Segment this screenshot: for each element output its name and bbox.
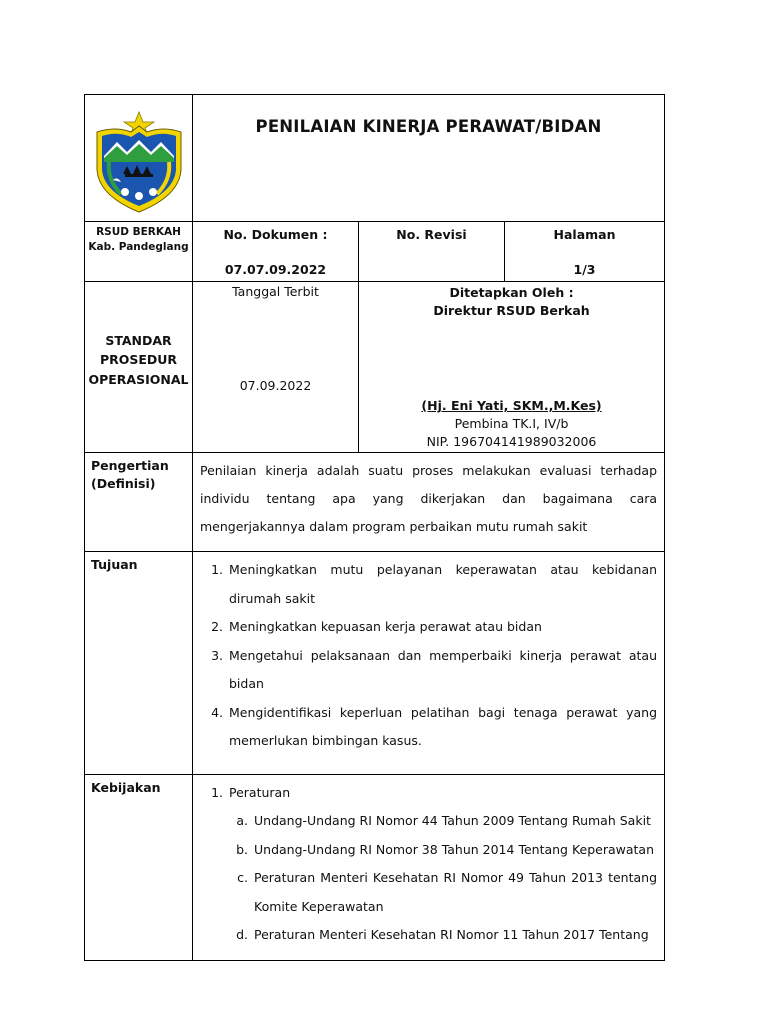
hospital-name: RSUD BERKAH xyxy=(96,226,181,238)
tujuan-list xyxy=(200,556,657,756)
tanggal-terbit-label: Tanggal Terbit xyxy=(232,284,319,299)
ditetapkan-label: Ditetapkan Oleh : xyxy=(449,285,574,300)
sop-label-line2: PROSEDUR xyxy=(99,352,178,368)
kebijakan-label-cell xyxy=(85,774,193,960)
document-title: PENILAIAN KINERJA PERAWAT/BIDAN xyxy=(255,117,602,136)
list-item: 4. Mengidentifikasi keperluan pelatihan bagi tenaga perawat yang memerlukan bimbingan kasus. xyxy=(227,699,657,756)
list-item: d. Peraturan Menteri Kesehatan RI Nomor 11 Tahun 2017 Tentang xyxy=(252,921,657,950)
tanggal-terbit-value: 07.09.2022 xyxy=(239,378,312,393)
halaman-cell xyxy=(505,222,665,282)
logo-cell xyxy=(85,95,193,222)
pengertian-content-cell xyxy=(193,453,665,552)
no-revisi-label: No. Revisi xyxy=(396,227,467,242)
no-dokumen-value: 07.07.09.2022 xyxy=(224,261,327,277)
kebijakan-content-cell xyxy=(193,774,665,960)
sop-label-cell xyxy=(85,282,193,453)
hospital-cell xyxy=(85,222,193,282)
kebijakan-label: Kebijakan xyxy=(91,779,161,795)
kebijakan-list xyxy=(200,779,657,950)
halaman-label: Halaman xyxy=(553,227,616,242)
sop-header-table xyxy=(84,94,665,961)
sop-document xyxy=(84,94,664,942)
sop-label-line3: OPERASIONAL xyxy=(88,371,189,387)
hospital-region: Kab. Pandeglang xyxy=(88,240,189,253)
list-item: 2. Meningkatkan kepuasan kerja perawat atau bidan xyxy=(227,613,657,642)
halaman-value: 1/3 xyxy=(573,261,596,277)
list-item: 1. Meningkatkan mutu pelayanan keperawatan atau kebidanan dirumah sakit xyxy=(227,556,657,613)
pandeglang-regency-emblem-icon xyxy=(91,110,187,214)
signer-name: (Hj. Eni Yati, SKM.,M.Kes) xyxy=(421,398,602,413)
title-cell xyxy=(193,95,665,222)
pengertian-text: Penilaian kinerja adalah suatu proses melakukan evaluasi terhadap individu tentang apa yang dikerjakan dan bagaimana cara mengerjakannya dalam program perbaikan mutu rumah sakit xyxy=(200,463,658,534)
kebijakan-sub-list xyxy=(229,807,657,950)
pengertian-label-cell xyxy=(85,453,193,552)
pengertian-label: Pengertian (Definisi) xyxy=(91,458,169,492)
list-item: c. Peraturan Menteri Kesehatan RI Nomor 49 Tahun 2013 tentang Komite Keperawatan xyxy=(252,864,657,921)
no-revisi-cell xyxy=(359,222,505,282)
signer-nip: NIP. 196704141989032006 xyxy=(426,434,597,450)
list-item: a. Undang-Undang RI Nomor 44 Tahun 2009 Tentang Rumah Sakit xyxy=(252,807,657,836)
list-item: 3. Mengetahui pelaksanaan dan memperbaiki kinerja perawat atau bidan xyxy=(227,642,657,699)
ditetapkan-by: Direktur RSUD Berkah xyxy=(433,302,590,318)
no-dokumen-cell xyxy=(193,222,359,282)
tanggal-terbit-cell xyxy=(193,282,359,453)
tujuan-content-cell xyxy=(193,552,665,775)
tujuan-label-cell xyxy=(85,552,193,775)
list-item xyxy=(227,779,657,950)
sop-label-line1: STANDAR xyxy=(105,332,172,348)
no-dokumen-label: No. Dokumen : xyxy=(223,227,328,242)
kebijakan-item-label: Peraturan xyxy=(229,784,291,800)
signer-rank: Pembina TK.I, IV/b xyxy=(454,416,569,432)
list-item: b. Undang-Undang RI Nomor 38 Tahun 2014 Tentang Keperawatan xyxy=(252,836,657,865)
ditetapkan-cell xyxy=(359,282,665,453)
tujuan-label: Tujuan xyxy=(91,557,138,572)
